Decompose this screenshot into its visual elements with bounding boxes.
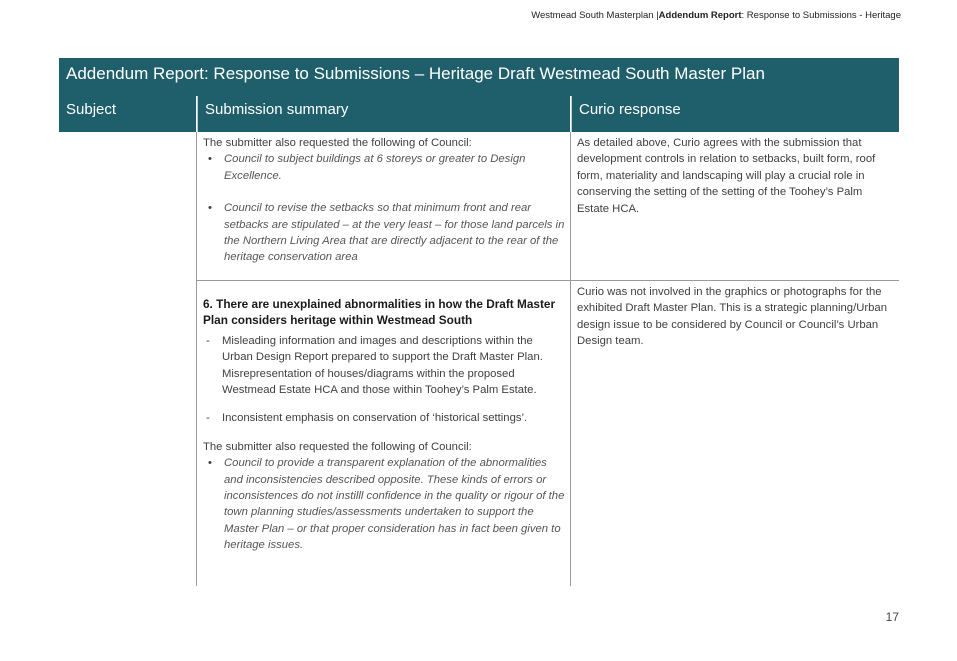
bullet-symbol: • xyxy=(208,202,212,215)
row1-summary-intro: The submitter also requested the following of Council: xyxy=(203,137,472,149)
row2-dash-item-1 xyxy=(203,333,565,399)
dash-symbol: - xyxy=(206,334,210,347)
row2-summary-intro: The submitter also requested the following of Council: xyxy=(203,440,472,453)
column-header-subject: Subject xyxy=(59,96,196,132)
row2-response-text: Curio was not involved in the graphics or photographs for the exhibited Draft Master Plan. This is a strategic planning/Urban design issue to be considered by Council or Council’s Urban Design team. xyxy=(577,286,887,348)
column-divider-right xyxy=(570,132,571,586)
row1-bullet-2-text: Council to revise the setbacks so that minimum front and rear setbacks are stipulated – at the very least – for those land parcels in the Northern Living Area that are directly adjacent to the rear of the heritage conservation area xyxy=(224,202,565,264)
row2-bullet-1-text: Council to provide a transparent explanation of the abnormalities and inconsistencies described opposite. These kinds of errors or inconsistences do not instilll confidence in the quality or rigour of the town planning studies/assessments undertaken to support the Master Plan – or that proper consideration has in fact been given to heritage issues. xyxy=(224,457,565,552)
doc-title: Westmead South Masterplan | xyxy=(531,10,659,21)
row1-response-text: As detailed above, Curio agrees with the submission that development controls in relation to setbacks, built form, roof form, materiality and landscaping will play a crucial role in conserving the setting of the setting of the Toohey’s Palm Estate HCA. xyxy=(577,137,876,215)
report-subtitle: : Response to Submissions - Heritage xyxy=(741,10,901,21)
table-title-banner: Addendum Report: Response to Submissions – Heritage Draft Westmead South Master Plan xyxy=(59,58,899,96)
row2-dash-item-2 xyxy=(203,410,565,426)
bullet-symbol: • xyxy=(208,457,212,470)
report-name: Addendum Report xyxy=(658,10,742,21)
row2-dash-2-text: Inconsistent emphasis on conservation of ‘historical settings’. xyxy=(222,412,528,425)
dash-symbol: - xyxy=(206,412,210,425)
column-divider-left xyxy=(196,132,197,586)
row2-dash-1-text: Misleading information and images and descriptions within the Urban Design Report prepared to support the Draft Master Plan. Misrepresentation of houses/diagrams within the proposed Westmead Estate HCA and those within Toohey’s Palm Estate. xyxy=(222,334,543,397)
running-header xyxy=(531,10,901,21)
row-divider xyxy=(196,280,899,281)
column-header-summary: Submission summary xyxy=(197,96,570,132)
row1-summary xyxy=(203,135,565,266)
row2-bullet-1 xyxy=(203,455,565,553)
row2-summary xyxy=(203,296,565,554)
page-number: 17 xyxy=(885,610,899,624)
row1-bullet-2 xyxy=(203,200,565,266)
row1-bullet-1 xyxy=(203,151,565,184)
row1-response xyxy=(577,135,895,217)
row1-bullet-1-text: Council to subject buildings at 6 storeys or greater to Design Excellence. xyxy=(224,153,526,182)
row2-response xyxy=(577,284,895,350)
row2-heading: 6. There are unexplained abnormalities in how the Draft Master Plan considers heritage within Westmead South xyxy=(203,297,556,328)
bullet-symbol: • xyxy=(208,153,212,166)
column-header-response: Curio response xyxy=(571,96,899,132)
